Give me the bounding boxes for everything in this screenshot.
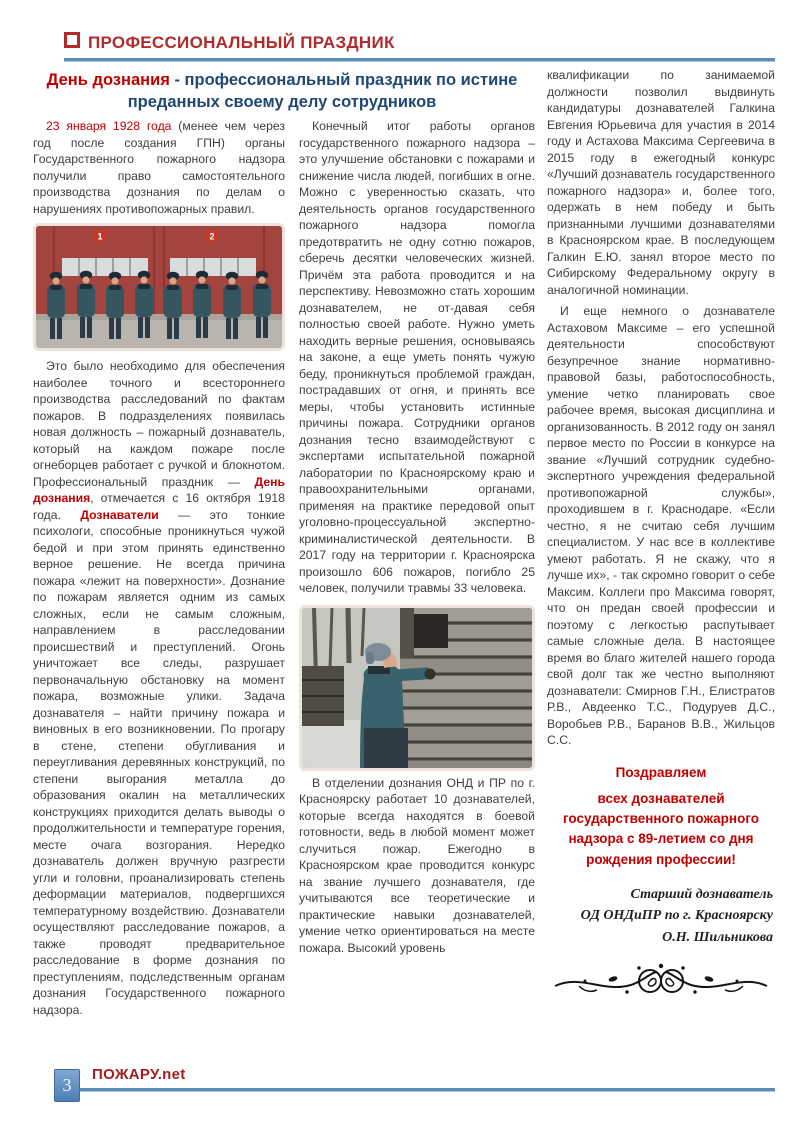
header-divider [64,58,775,62]
flourish-ornament [551,959,771,1003]
paragraph [33,358,285,1018]
article-title-rest: - профессиональный праздник по истине преданных своему делу сотрудников [127,71,518,112]
holiday-highlight: День дознания [33,474,285,505]
column-2 [299,118,535,956]
paragraph: квалификации по занимаемой должности позволил выдвинуть кандидатуры дознавателей Галкина Евгения Юрьевича для участия в 2014 году и Астахова Максима Сергеевича в 2015 году в ежегодный конкурс «Лучший дознаватель государственного пожарного надзора» и, более того, одержать в нем победу и быть признанными лучшими дознавателями в Красноярском крае. В последующем Галкин Е.Ю. занял второе место по Сибирскому Федеральному округу в аналогичной номинации. [547,68,775,297]
congratulation-text: всех дознавателей государственного пожарного надзора с 89-летием со дня рождения профессии! [562,790,760,867]
kicker-text: ПРОФЕССИОНАЛЬНЫЙ ПРАЗДНИК [88,33,395,52]
paragraph: Конечный итог работы органов государственного пожарного надзора – это улучшение обстановки с пожарами и снижение числа людей, погибших в огне. Можно с уверенностью сказать, что деятельность органов государственного пожарного надзора помогла предотвратить не одну сотню пожаров, сберечь десятки человеческих жизней. Причём эта работа проводится и на перспективу. Невозможно стать хорошим дознавателем, не от-давая себя полностью своей работе. Нужно уметь находить верные решения, основываясь на законе, а еще уметь понять чужую беду, проникнуться проблемой граждан, пострадавших от огня, и принять все меры, чтобы установить истинные причины пожара. Сотрудники органов дознания тесно взаимодействуют с экспертами испытательной пожарной лаборатории по Красноярскому краю и правоохранительными органами, применяя на практике передовой опыт уголовно-процессуальной экспертно-криминалистической деятельности. В 2017 году на территории г. Красноярска произошло 606 пожаров, погибло 25 человек, получили травмы 33 человека. [299,119,535,595]
signature-line: ОД ОНДиПР по г. Красноярску [580,908,773,924]
paragraph: И еще немного о дознавателе Астаховом Максиме – его успешной деятельности способствуют безупречное знание нормативно-правовой базы, работоспособность, умение четко планировать свое рабочее время, высокая дисциплина и организованность. В 2012 году он занял первое место по России в конкурсе на звание «Лучший сотрудник судебно-экспертного учреждения федеральной противопожарной службы», проходившем в г. Краснодаре. «Если честно, я не считаю себя лучшим специалистом. У нас все в коллективе умеют работать. Я не скажу, что я лучше их», - так скромно говорит о себе Максим. Коллеги про Максима говорят, что он предан своей профессии и поэтому с легкостью распутывает самые сложные дела. В настоящее время во благо жителей нашего города свой долг так же честно выполняют дознаватели: Смирнов Г.Н., Елистратов Р.В., Авдеенко Т.С., Подуруев Д.С., Воробьев Р.В., Баранов В.В., Жильцов С.С. [547,304,775,747]
signature-block [547,884,775,949]
column-3 [547,67,775,1003]
square-bullet-icon [64,32,80,48]
paragraph [33,118,285,217]
investigator-burnt-wall-photo [299,605,535,771]
bay-number-2: 2 [209,231,215,242]
paragraph-text: Это было необходимо для обеспечения наиболее точного и всестороннего производства расследований по фактам пожаров. В подразделениях появилась новая должность – пожарный дознаватель, который на каждом пожаре после огнеборцев работает с ручкой и блокнотом. Профессиональный праздник — [33,359,285,489]
article-title-highlight: День дознания [46,71,170,89]
section-kicker [64,32,395,53]
signature-line: Старший дознаватель [630,886,773,902]
date-highlight: 23 января 1928 года [46,119,172,133]
bay-number-1: 1 [97,231,103,242]
paragraph-text: (менее чем через год после создания ГПН) органы Государственного пожарного надзора получили право самостоятельного производства дознания по делам о нарушениях противопожарных правил. [33,119,286,216]
footer-divider [66,1088,775,1092]
article-title [26,69,538,114]
paragraph-text: В отделении дознания ОНД и ПР по г. Красноярску работает 10 дознавателей, которые всегда находятся в боевой готовности, ведь в любой момент может случиться пожар. Ежегодно в Красноярском крае проводится конкурс на звание лучшего дознавателя, где учитываются все теоретические и практические навыки дознавателей, умение четко ориентироваться на месте пожара. Высокий уровень [299,775,535,955]
term-highlight: Дознаватели [80,507,159,522]
congratulation-lead: Поздравляем [615,764,707,780]
fire-station-staff-photo [33,223,285,351]
congratulation-block [547,763,775,870]
page-number: 3 [54,1069,80,1102]
paragraph-text: , отмечается с 16 октября 1918 года. [33,491,285,522]
paragraph [299,775,535,957]
paragraph-text: — это тонкие психологи, способные проникнуться чужой бедой и при этом принять единственно верное решение. Не всегда причина пожара «лежит на поверхности». Дознание по пожарам является одним из самых сложных, если не самым сложным, направлением в расследовании происшествий и преступлений. Огонь уничтожает все следы, разрушает первоначальную обстановку на момент пожара, возможные улики. Задача дознавателя – найти причину пожара и виновных в его возникновении. По прогару в стене, степени обугливания и переугливания деревянных конструкций, по степени выгорания металла до образования окалин на металлических конструкциях приходится делать выводы о продолжительности и температуре горения, месте очага возгорания. Нередко дознаватель должен вручную разгрести угли и головни, проанализировать степень деформации материалов, подвергшихся температурному воздействию. Дознаватели осуществляют расследование пожаров, а также проводят предварительное расследование в форме дознания по преступлениям, подследственным органам дознания Государственного пожарного надзора. [33,507,285,1017]
signature-line: О.Н. Шильникова [662,930,773,946]
footer-brand: ПОЖАРУ.net [92,1066,186,1083]
column-1 [33,118,285,1018]
